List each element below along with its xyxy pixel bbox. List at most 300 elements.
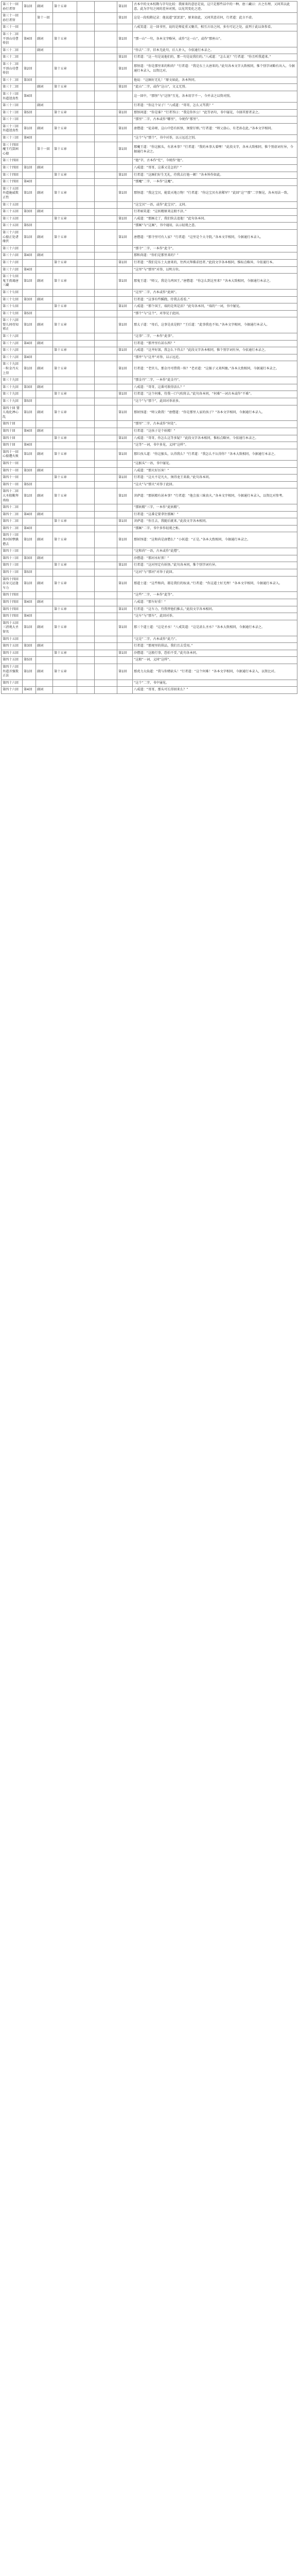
word-class-cell: 副词 bbox=[36, 31, 53, 47]
word-class-cell bbox=[36, 613, 53, 620]
index-cell: 第1回 bbox=[23, 274, 36, 290]
index-cell: 第4回 bbox=[23, 599, 36, 606]
chapter-cell: 第三十三回 bbox=[2, 116, 23, 124]
table-row bbox=[2, 158, 297, 165]
index-cell bbox=[23, 303, 36, 311]
chapter-cell: 第三十八回 婴儿问母知邪正 bbox=[2, 317, 23, 333]
note-cell: 沙僧道：“这般行事，恐怕不妥。”此句各本同。 bbox=[133, 650, 297, 657]
blank-cell-b bbox=[95, 562, 117, 569]
table-row bbox=[2, 296, 297, 303]
chapter-cell: 第三十一回 bbox=[2, 24, 23, 31]
blank-cell-a bbox=[77, 687, 95, 694]
section-cell bbox=[53, 252, 77, 260]
chapter-cell: 第四十一回 bbox=[2, 467, 23, 474]
note-cell: “这个”二字，书中屡见。 bbox=[133, 680, 297, 687]
index-cell: 第4回 bbox=[23, 179, 36, 186]
table-row bbox=[2, 613, 297, 620]
table-row bbox=[2, 91, 297, 102]
note-cell: 那和尚道：“你们是那里来的？” bbox=[133, 252, 297, 260]
word-class-cell bbox=[36, 223, 53, 230]
chapter-cell: 第四十一回 心猿遭火败 bbox=[2, 449, 23, 460]
word-class-cell bbox=[36, 606, 53, 613]
ref-cell: 第1回 bbox=[117, 361, 133, 377]
blank-cell-b bbox=[95, 532, 117, 548]
blank-cell-a bbox=[77, 481, 95, 488]
table-row bbox=[2, 606, 297, 613]
word-class-cell bbox=[36, 172, 53, 179]
blank-cell-a bbox=[77, 576, 95, 592]
section-cell: 第十五章 bbox=[53, 172, 77, 179]
word-class-cell: 副词 bbox=[36, 165, 53, 172]
note-cell: 八戒道：“这井好深，我怎么下得去？”此段文字各本相同，惟个别字词有异，今依通行本录之。 bbox=[133, 347, 297, 354]
table-row bbox=[2, 435, 297, 442]
note-cell: 菩萨道：“那妖精有甚本事？”行者道：“他会放三昧真火。”各本文字相同，今据通行本录入，以资比对参考。 bbox=[133, 488, 297, 504]
ref-cell: 第1回 bbox=[117, 185, 133, 201]
table-body bbox=[2, 2, 297, 694]
blank-cell-b bbox=[95, 103, 117, 110]
note-cell: 行者道：“这厮们好生无礼，待我去打他一顿！”各本皆作如此。 bbox=[133, 172, 297, 179]
chapter-cell: 第三十六回 bbox=[2, 259, 23, 266]
ref-cell bbox=[117, 24, 133, 31]
blank-cell-a bbox=[77, 613, 95, 620]
note-cell: 八戒笑道：这一回书里，说的是师徒重又聚首，相互言语之间，多有可记之处，兹列于此以备参看。 bbox=[133, 24, 297, 31]
section-cell: 第十五章 bbox=[53, 562, 77, 569]
note-cell: “那厮”二字，书中多作轻蔑之称。 bbox=[133, 525, 297, 532]
section-cell bbox=[53, 569, 77, 577]
word-class-cell bbox=[36, 109, 53, 116]
section-cell: 第十五章 bbox=[53, 2, 77, 13]
section-cell: 第十五章 bbox=[53, 215, 77, 223]
word-class-cell: 副词 bbox=[36, 576, 53, 592]
chapter-cell: 第三十二回 bbox=[2, 47, 23, 54]
ref-cell bbox=[117, 525, 133, 532]
blank-cell-b bbox=[95, 518, 117, 526]
blank-cell-a bbox=[77, 347, 95, 354]
ref-cell bbox=[117, 289, 133, 296]
section-cell: 第十五章 bbox=[53, 650, 77, 657]
blank-cell-a bbox=[77, 245, 95, 252]
table-row bbox=[2, 245, 297, 252]
ref-cell bbox=[117, 354, 133, 361]
chapter-cell: 第三十三回 外道迷真性 bbox=[2, 91, 23, 102]
word-class-cell bbox=[36, 548, 53, 555]
word-class-cell bbox=[36, 421, 53, 428]
ref-cell bbox=[117, 201, 133, 209]
note-cell: 那道士道：“这些和尚，都是我们的奴隶。”行者道：“你这道士好无理！”各本文字相同，今据通行本录入。 bbox=[133, 576, 297, 592]
section-cell bbox=[53, 91, 77, 102]
blank-cell-b bbox=[95, 229, 117, 245]
blank-cell-a bbox=[77, 91, 95, 102]
blank-cell-b bbox=[95, 680, 117, 687]
index-cell: 第3回 bbox=[23, 209, 36, 216]
blank-cell-b bbox=[95, 428, 117, 435]
blank-cell-b bbox=[95, 142, 117, 158]
word-class-cell bbox=[36, 442, 53, 449]
word-class-cell: 副词 bbox=[36, 532, 53, 548]
chapter-cell: 第四十三回 bbox=[2, 562, 23, 569]
word-class-cell: 副词 bbox=[36, 185, 53, 201]
word-class-cell: 副词 bbox=[36, 467, 53, 474]
ref-cell bbox=[117, 91, 133, 102]
note-cell: “这里”与“那里”对举，以明方位。 bbox=[133, 266, 297, 274]
table-row bbox=[2, 405, 297, 421]
blank-cell-b bbox=[95, 555, 117, 562]
table-row bbox=[2, 664, 297, 680]
table-row bbox=[2, 179, 297, 186]
note-cell: 行者道：“我们是东土大唐来的，往西天拜佛求经者。”此段文字各本相同，惟标点略异，今依通行本。 bbox=[133, 259, 297, 266]
ref-cell bbox=[117, 680, 133, 687]
section-cell bbox=[53, 377, 77, 384]
table-row bbox=[2, 620, 297, 636]
word-class-cell: 副词 bbox=[36, 252, 53, 260]
note-cell: “那一山”一句，各本文字略异，或作“这一山”，或作“那座山”。 bbox=[133, 31, 297, 47]
blank-cell-a bbox=[77, 303, 95, 311]
index-cell bbox=[23, 201, 36, 209]
blank-cell-b bbox=[95, 274, 117, 290]
section-cell bbox=[53, 384, 77, 391]
table-row bbox=[2, 340, 297, 347]
note-cell: 那红孩儿道：“你这猴头，认得我么？”行者道：“我怎么不认得你？”各本大致相同，今据通行本录之。 bbox=[133, 449, 297, 460]
word-class-cell bbox=[36, 289, 53, 296]
word-class-cell bbox=[36, 569, 53, 577]
section-cell: 第十五章 bbox=[53, 435, 77, 442]
word-class-cell bbox=[36, 525, 53, 532]
note-cell: “这火”与“那火”对举于此回。 bbox=[133, 481, 297, 488]
note-cell: 行者道：“那观里的供品，我们且去受用。” bbox=[133, 643, 297, 650]
ref-cell: 第1回 bbox=[117, 274, 133, 290]
index-cell: 第4回 bbox=[23, 525, 36, 532]
blank-cell-b bbox=[95, 474, 117, 482]
blank-cell-a bbox=[77, 77, 95, 84]
blank-cell-b bbox=[95, 449, 117, 460]
ref-cell: 第1回 bbox=[117, 562, 133, 569]
section-cell bbox=[53, 504, 77, 512]
ref-cell: 第1回 bbox=[117, 606, 133, 613]
chapter-cell: 第三十六回 bbox=[2, 252, 23, 260]
word-class-cell: 副词 bbox=[36, 84, 53, 91]
section-cell: 第十五章 bbox=[53, 274, 77, 290]
blank-cell-a bbox=[77, 474, 95, 482]
chapter-cell: 第三十九回 一粒金丹天上得 bbox=[2, 361, 23, 377]
index-cell: 第4回 bbox=[23, 687, 36, 694]
word-class-cell bbox=[36, 266, 53, 274]
blank-cell-b bbox=[95, 467, 117, 474]
section-cell bbox=[53, 428, 77, 435]
index-cell: 第1回 bbox=[23, 165, 36, 172]
table-row bbox=[2, 47, 297, 54]
ref-cell bbox=[117, 592, 133, 599]
section-cell bbox=[53, 643, 77, 650]
blank-cell-b bbox=[95, 657, 117, 664]
word-class-cell: 副词 bbox=[36, 620, 53, 636]
word-class-cell: 副词 bbox=[36, 599, 53, 606]
section-cell: 第十五章 bbox=[53, 109, 77, 116]
blank-cell-b bbox=[95, 664, 117, 680]
index-cell: 第4回 bbox=[23, 266, 36, 274]
blank-cell-b bbox=[95, 613, 117, 620]
index-cell bbox=[23, 548, 36, 555]
blank-cell-a bbox=[77, 223, 95, 230]
ref-cell bbox=[117, 398, 133, 405]
index-cell: 第1回 bbox=[23, 229, 36, 245]
table-row bbox=[2, 460, 297, 467]
word-class-cell bbox=[36, 201, 53, 209]
blank-cell-a bbox=[77, 215, 95, 223]
blank-cell-b bbox=[95, 569, 117, 577]
table-row bbox=[2, 481, 297, 488]
blank-cell-a bbox=[77, 361, 95, 377]
table-row bbox=[2, 650, 297, 657]
ref-cell bbox=[117, 657, 133, 664]
ref-cell: 第1回 bbox=[117, 31, 133, 47]
ref-cell bbox=[117, 599, 133, 606]
note-cell: 八戒道：“那火好厉害！” bbox=[133, 467, 297, 474]
word-class-cell bbox=[36, 354, 53, 361]
word-class-cell: 副词 bbox=[36, 361, 53, 377]
ref-cell bbox=[117, 504, 133, 512]
blank-cell-a bbox=[77, 384, 95, 391]
section-cell bbox=[53, 354, 77, 361]
table-row bbox=[2, 636, 297, 643]
section-cell bbox=[53, 460, 77, 467]
note-cell: 行者道：“老官儿，那金丹可借我一粒？”老君道：“这猴子又来纠缠。”各本大致相同，今据通行本录之。 bbox=[133, 361, 297, 377]
blank-cell-b bbox=[95, 2, 117, 13]
chapter-cell: 第三十六回 bbox=[2, 245, 23, 252]
blank-cell-a bbox=[77, 467, 95, 474]
section-cell bbox=[53, 289, 77, 296]
blank-cell-a bbox=[77, 296, 95, 303]
section-cell bbox=[53, 340, 77, 347]
chapter-cell: 第四十六回 bbox=[2, 680, 23, 687]
chapter-cell: 第四十六回 bbox=[2, 687, 23, 694]
index-cell bbox=[23, 504, 36, 512]
blank-cell-a bbox=[77, 252, 95, 260]
chapter-cell: 第三十七回 bbox=[2, 303, 23, 311]
index-cell: 第2回 bbox=[23, 61, 36, 77]
note-cell: 那虎力大仙道：“我与你赌砍头！”行者道：“这个何难！”各本文字相同，今据通行本录入，以资比对。 bbox=[133, 664, 297, 680]
blank-cell-b bbox=[95, 84, 117, 91]
chapter-cell: 第四十回 bbox=[2, 435, 23, 442]
section-cell bbox=[53, 209, 77, 216]
blank-cell-a bbox=[77, 460, 95, 467]
note-cell: “这里”二字，古本或作“此间”。 bbox=[133, 289, 297, 296]
section-cell: 第十五章 bbox=[53, 576, 77, 592]
section-cell bbox=[53, 525, 77, 532]
blank-cell-b bbox=[95, 511, 117, 518]
chapter-cell: 第三十九回 bbox=[2, 377, 23, 384]
blank-cell-b bbox=[95, 340, 117, 347]
chapter-cell: 第三十一回 孙行者智 bbox=[2, 13, 23, 24]
ref-cell bbox=[117, 158, 133, 165]
chapter-cell: 第三十二回 bbox=[2, 84, 23, 91]
note-cell: “你去”二字，旧本无此句，后人补入，今依通行本录之。 bbox=[133, 47, 297, 54]
word-class-cell bbox=[36, 592, 53, 599]
index-cell: 第1回 bbox=[23, 317, 36, 333]
note-cell: “他”字，古本作“佗”，今统作“他”。 bbox=[133, 158, 297, 165]
word-class-cell: 副词 bbox=[36, 123, 53, 134]
blank-cell-a bbox=[77, 310, 95, 317]
ref-cell: 第1回 bbox=[117, 664, 133, 680]
blank-cell-b bbox=[95, 481, 117, 488]
chapter-cell: 第三十二回 平顶山功曹传信 bbox=[2, 31, 23, 47]
table-row bbox=[2, 449, 297, 460]
blank-cell-b bbox=[95, 333, 117, 341]
blank-cell-b bbox=[95, 391, 117, 398]
note-cell: “这车”与“那车”，此回对举。 bbox=[133, 613, 297, 620]
blank-cell-b bbox=[95, 421, 117, 428]
section-cell: 第十五章 bbox=[53, 532, 77, 548]
table-row bbox=[2, 680, 297, 687]
blank-cell-b bbox=[95, 266, 117, 274]
word-class-cell: 副词 bbox=[36, 296, 53, 303]
ref-cell: 第1回 bbox=[117, 435, 133, 442]
chapter-cell: 第三十二回 bbox=[2, 54, 23, 61]
index-cell: 第1回 bbox=[23, 488, 36, 504]
blank-cell-a bbox=[77, 532, 95, 548]
section-cell bbox=[53, 599, 77, 606]
note-cell: “那个”与“这个”，对举见于此回。 bbox=[133, 310, 297, 317]
chapter-cell: 第四十回 bbox=[2, 428, 23, 435]
blank-cell-b bbox=[95, 377, 117, 384]
table-row bbox=[2, 518, 297, 526]
table-row bbox=[2, 474, 297, 482]
index-cell bbox=[23, 116, 36, 124]
index-cell bbox=[23, 592, 36, 599]
section-cell bbox=[53, 103, 77, 110]
table-row bbox=[2, 24, 297, 31]
section-cell bbox=[53, 398, 77, 405]
chapter-cell: 第三十七回 鬼王夜谒唐三藏 bbox=[2, 274, 23, 290]
chapter-cell: 第三十五回 bbox=[2, 201, 23, 209]
table-row bbox=[2, 142, 297, 158]
ref-cell: 第1回 bbox=[117, 488, 133, 504]
word-class-cell bbox=[36, 562, 53, 569]
blank-cell-b bbox=[95, 116, 117, 124]
ref-cell: 第1回 bbox=[117, 317, 133, 333]
table-row bbox=[2, 347, 297, 354]
section-cell: 第十五章 bbox=[53, 606, 77, 613]
ref-cell: 第1回 bbox=[117, 474, 133, 482]
index-cell bbox=[23, 460, 36, 467]
chapter-cell: 第三十四回 bbox=[2, 179, 23, 186]
chapter-cell: 第三十三回 bbox=[2, 103, 23, 110]
note-cell: “这个”与“那个”，书中对举，以示远近之别。 bbox=[133, 135, 297, 142]
note-cell: 古本中的文本校勘与字句比较：我原来的意思是说，这只是那些话中的一种。唐三藏曰：言之有理，又问其以此意。此为字句之间的差异对照，以见其变化之迹。 bbox=[133, 2, 297, 13]
table-row bbox=[2, 274, 297, 290]
blank-cell-a bbox=[77, 259, 95, 266]
note-cell: 行者道：“这河里定有妖怪。”此句各本同，惟个别字词有异。 bbox=[133, 562, 297, 569]
blank-cell-b bbox=[95, 245, 117, 252]
table-row bbox=[2, 421, 297, 428]
note-cell: “这河”与“那河”对举于此回。 bbox=[133, 569, 297, 577]
blank-cell-b bbox=[95, 488, 117, 504]
index-cell bbox=[23, 650, 36, 657]
chapter-cell: 第四十五回 bbox=[2, 650, 23, 657]
table-row bbox=[2, 442, 297, 449]
section-cell: 第十五章 bbox=[53, 31, 77, 47]
section-cell: 第十五章 bbox=[53, 664, 77, 680]
word-class-cell: 副词 bbox=[36, 664, 53, 680]
ref-cell: 第1回 bbox=[117, 54, 133, 61]
note-cell: 唐僧道：“徒弟呀，这山中恐有妖怪，须要仔细。”行者道：“师父放心，有老孙在此。”各本文字相同。 bbox=[133, 123, 297, 134]
blank-cell-b bbox=[95, 460, 117, 467]
word-class-cell bbox=[36, 435, 53, 442]
index-cell: 第3回 bbox=[23, 467, 36, 474]
table-row bbox=[2, 77, 297, 84]
chapter-cell: 第四十回 婴儿戏化禅心乱 bbox=[2, 405, 23, 421]
ref-cell: 第1回 bbox=[117, 620, 133, 636]
blank-cell-b bbox=[95, 643, 117, 650]
ref-cell bbox=[117, 245, 133, 252]
ref-cell bbox=[117, 47, 133, 54]
blank-cell-a bbox=[77, 377, 95, 384]
blank-cell-a bbox=[77, 31, 95, 47]
blank-cell-a bbox=[77, 442, 95, 449]
word-class-cell bbox=[36, 215, 53, 223]
ref-cell: 第1回 bbox=[117, 109, 133, 116]
section-cell bbox=[53, 555, 77, 562]
section-cell bbox=[53, 592, 77, 599]
word-class-cell bbox=[36, 179, 53, 186]
ref-cell: 第1回 bbox=[117, 229, 133, 245]
chapter-cell: 第四十三回 bbox=[2, 548, 23, 555]
blank-cell-b bbox=[95, 223, 117, 230]
section-cell bbox=[53, 223, 77, 230]
blank-cell-a bbox=[77, 592, 95, 599]
index-cell bbox=[23, 13, 36, 24]
table-row bbox=[2, 165, 297, 172]
index-cell bbox=[23, 347, 36, 354]
blank-cell-b bbox=[95, 317, 117, 333]
blank-cell-b bbox=[95, 504, 117, 512]
index-cell: 第1回 bbox=[23, 123, 36, 134]
note-cell: 菩萨道：“你且去，我随后就来。”此段文字各本相同。 bbox=[133, 518, 297, 526]
section-cell: 第十五章 bbox=[53, 303, 77, 311]
note-cell: “这宝贝”一语，或作“此宝贝”，义同。 bbox=[133, 201, 297, 209]
blank-cell-b bbox=[95, 31, 117, 47]
ref-cell: 第1回 bbox=[117, 405, 133, 421]
word-class-cell: 副词 bbox=[36, 103, 53, 110]
ref-cell: 第1回 bbox=[117, 61, 133, 77]
section-cell bbox=[53, 13, 77, 24]
blank-cell-a bbox=[77, 340, 95, 347]
ref-cell bbox=[117, 377, 133, 384]
chapter-cell: 第三十五回 bbox=[2, 223, 23, 230]
index-cell bbox=[23, 606, 36, 613]
blank-cell-b bbox=[95, 620, 117, 636]
index-cell bbox=[23, 158, 36, 165]
blank-cell-a bbox=[77, 555, 95, 562]
blank-cell-a bbox=[77, 680, 95, 687]
word-class-cell bbox=[36, 116, 53, 124]
blank-cell-b bbox=[95, 77, 117, 84]
section-cell: 第十五章 bbox=[53, 391, 77, 398]
blank-cell-b bbox=[95, 123, 117, 134]
section-cell bbox=[53, 548, 77, 555]
blank-cell-b bbox=[95, 13, 117, 24]
blank-cell-a bbox=[77, 333, 95, 341]
table-row bbox=[2, 252, 297, 260]
ref-cell bbox=[117, 296, 133, 303]
note-cell: “这般”一词，义同“这样”。 bbox=[133, 657, 297, 664]
chapter-cell: 第四十五回 三清观大圣留名 bbox=[2, 620, 23, 636]
note-cell: 那魔王道：“你这猴头，有甚本事？”行者道：“我的本事大着哩！”此段文字，各本大致相同，惟个别虚词有异，今据通行本录之。 bbox=[133, 142, 297, 158]
note-cell: 他说：“这厮好无礼！”原文如此，各本皆同。 bbox=[133, 77, 297, 84]
table-row bbox=[2, 643, 297, 650]
blank-cell-a bbox=[77, 664, 95, 680]
section-cell: 第十五章 bbox=[53, 361, 77, 377]
table-row bbox=[2, 185, 297, 201]
